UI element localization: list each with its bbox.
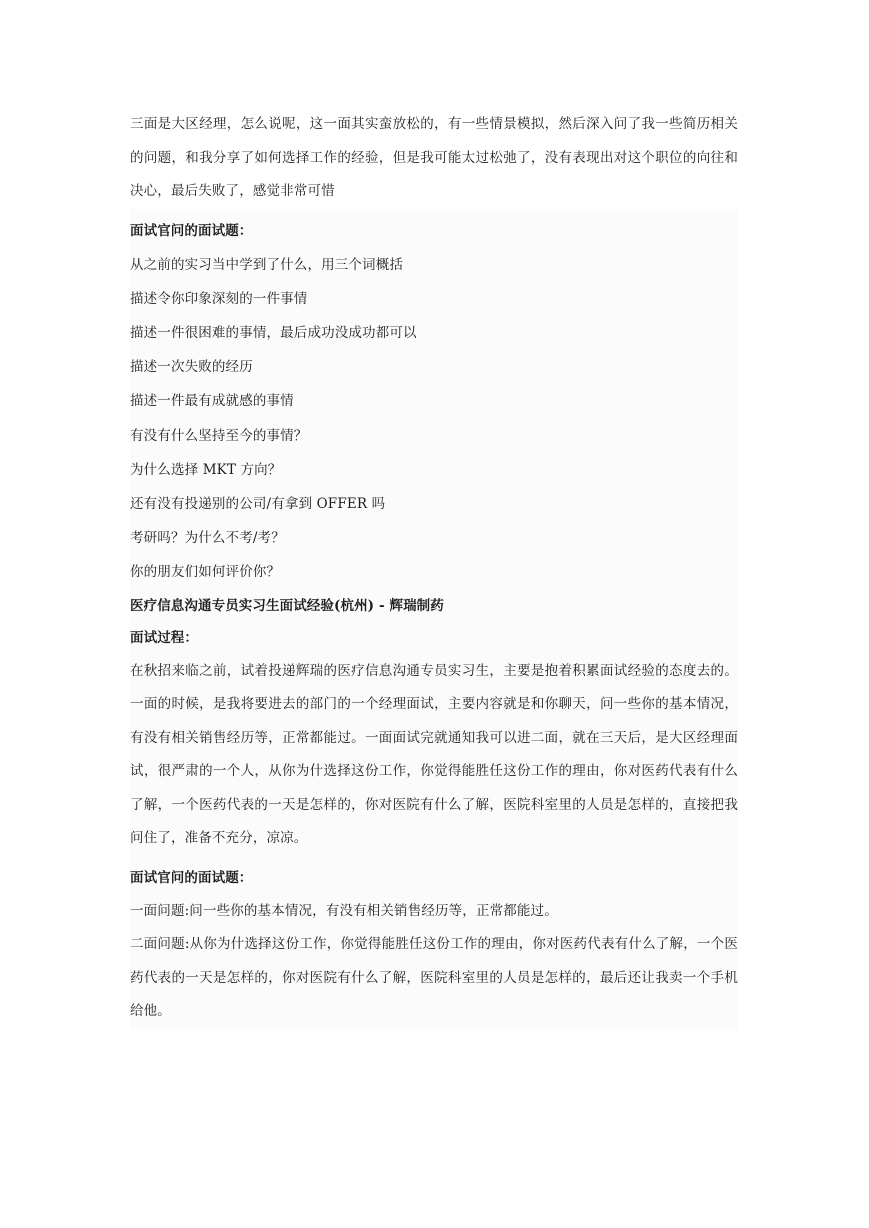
experience-title: 医疗信息沟通专员实习生面试经验(杭州) - 辉瑞制药 <box>130 597 444 614</box>
list-item: 从之前的实习当中学到了什么，用三个词概括 <box>130 256 403 273</box>
list-item: 描述一件最有成就感的事情 <box>130 393 294 410</box>
round2-questions: 二面问题:从你为什选择这份工作，你觉得能胜任这份工作的理由，你对医药代表有什么了解，一个医药代表的一天是怎样的，你对医院有什么了解，医院科室里的人员是怎样的，最后还让我卖一个手机给他。 <box>130 936 738 1020</box>
list-item: 有没有什么坚持至今的事情？ <box>130 427 308 444</box>
question-list <box>130 248 738 590</box>
list-item: 考研吗？为什么不考/考？ <box>130 530 285 547</box>
questions-heading: 面试官问的面试题： <box>130 222 253 239</box>
list-item: 你的朋友们如何评价你？ <box>130 564 281 581</box>
list-item: 为什么选择 MKT 方向？ <box>130 461 282 478</box>
process-heading: 面试过程： <box>130 629 198 646</box>
list-item: 描述令你印象深刻的一件事情 <box>130 290 308 307</box>
intro-paragraph: 三面是大区经理，怎么说呢，这一面其实蛮放松的，有一些情景模拟，然后深入问了我一些简历相关的问题，和我分享了如何选择工作的经验，但是我可能太过松弛了，没有表现出对这个职位的向往和决心，最后失败了，感觉非常可惜 <box>130 116 738 199</box>
intro-block <box>128 108 738 209</box>
list-item: 描述一件很困难的事情，最后成功没成功都可以 <box>130 324 417 341</box>
process-paragraph: 在秋招来临之前，试着投递辉瑞的医疗信息沟通专员实习生，主要是抱着积累面试经验的态度去的。一面的时候，是我将要进去的部门的一个经理面试，主要内容就是和你聊天，问一些你的基本情况，有没有相关销售经历等，正常都能过。一面面试完就通知我可以进二面，就在三天后，是大区经理面试，很严肃的一个人，从你为什选择这份工作，你觉得能胜任这份工作的理由，你对医药代表有什么了解，一个医药代表的一天是怎样的，你对医院有什么了解，医院科室里的人员是怎样的，直接把我问住了，准备不充分，凉凉。 <box>130 662 738 847</box>
experience-questions-heading: 面试官问的面试题： <box>130 869 253 886</box>
round1-questions: 一面问题:问一些你的基本情况，有没有相关销售经历等，正常都能过。 <box>130 902 558 919</box>
list-item: 描述一次失败的经历 <box>130 359 253 376</box>
document-content <box>130 108 738 1029</box>
list-item: 还有没有投递别的公司/有拿到 OFFER 吗 <box>130 495 386 512</box>
